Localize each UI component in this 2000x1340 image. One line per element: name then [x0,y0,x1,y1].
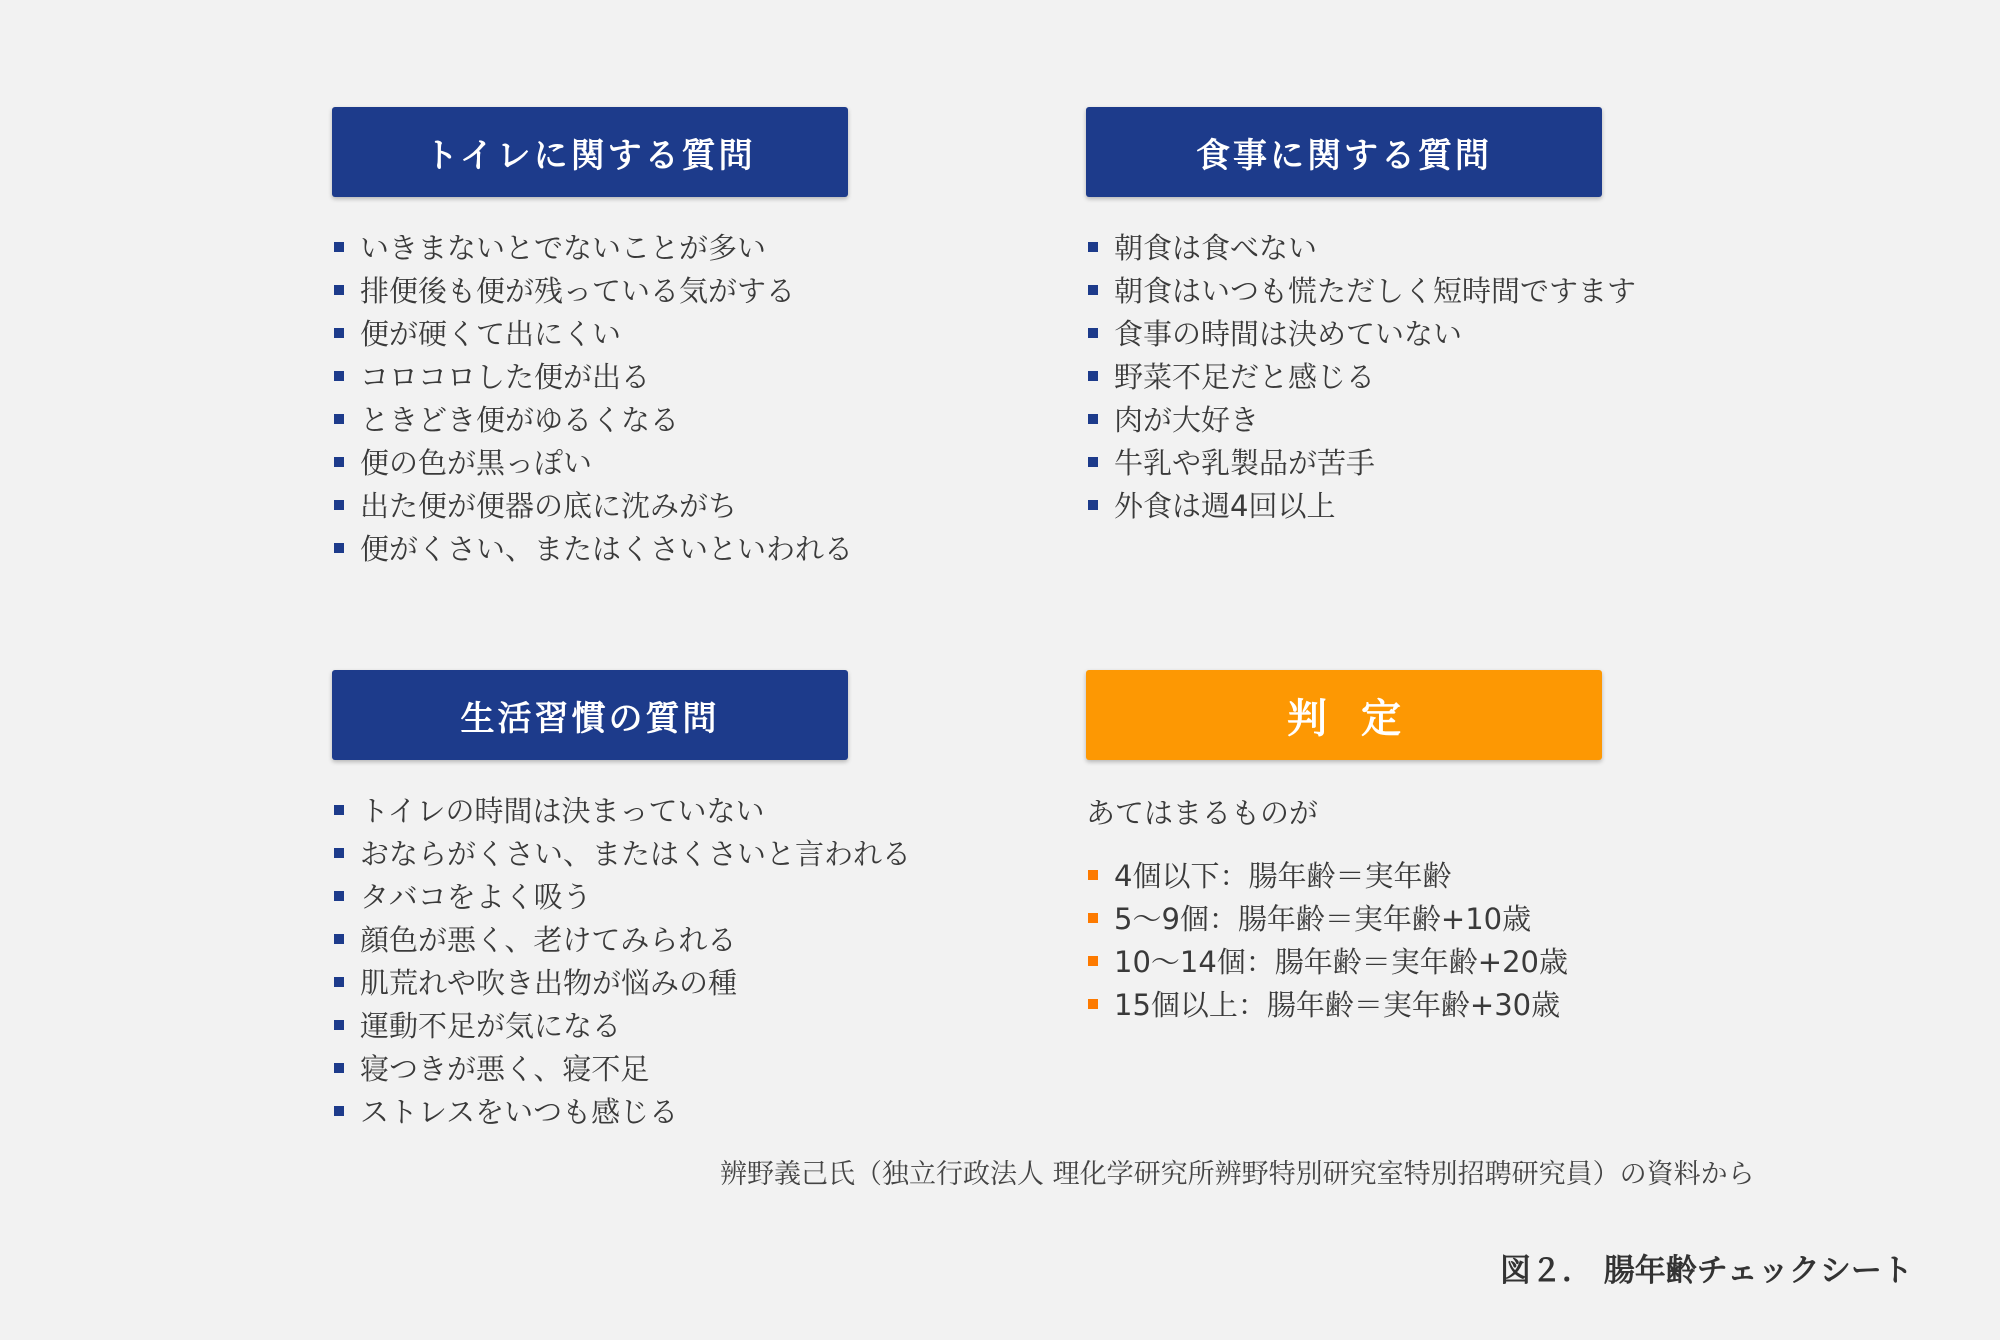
list-item [332,268,853,311]
lifestyle-questions-list [332,788,911,1132]
result-item [1086,896,1602,939]
item-text: 便が硬くて出にくい [360,317,622,351]
list-item [332,788,911,831]
result-item [1086,939,1602,982]
result-text: 4個以下：腸年齢＝実年齢 [1114,859,1452,893]
list-item [332,960,911,1003]
square-bullet-icon [334,848,344,858]
diet-questions-header: 食事に関する質問 [1086,107,1602,197]
list-item [332,874,911,917]
square-bullet-icon [334,891,344,901]
item-text: ストレスをいつも感じる [360,1095,679,1129]
result-item [1086,853,1602,896]
square-bullet-icon [334,285,344,295]
item-text: いきまないとでないことが多い [360,231,767,265]
square-bullet-icon [334,977,344,987]
square-bullet-icon [334,242,344,252]
square-bullet-icon [1088,913,1098,923]
square-bullet-icon [1088,956,1098,966]
list-item [332,831,911,874]
source-note: 辨野義己氏（独立行政法人 理化学研究所辨野特別研究室特別招聘研究員）の資料から [720,1159,1755,1190]
item-text: 肉が大好き [1114,403,1260,437]
square-bullet-icon [1088,457,1098,467]
judgment-intro: あてはまるものが [1086,796,1319,830]
list-item [1086,397,1636,440]
square-bullet-icon [334,1106,344,1116]
list-item [332,397,853,440]
square-bullet-icon [334,543,344,553]
lifestyle-questions-panel [332,670,911,1132]
list-item [1086,225,1636,268]
item-text: コロコロした便が出る [360,360,651,394]
list-item [332,311,853,354]
toilet-questions-header: トイレに関する質問 [332,107,848,197]
list-item [332,1089,911,1132]
item-text: 牛乳や乳製品が苦手 [1114,446,1376,480]
square-bullet-icon [1088,285,1098,295]
item-text: ときどき便がゆるくなる [360,403,680,437]
item-text: 朝食はいつも慌ただしく短時間ですます [1114,274,1637,308]
list-item [332,526,853,569]
item-text: 外食は週4回以上 [1114,489,1336,523]
item-text: 野菜不足だと感じる [1114,360,1376,394]
item-text: 排便後も便が残っている気がする [360,274,796,308]
list-item [332,225,853,268]
judgment-panel [1086,670,1602,1025]
item-text: 出た便が便器の底に沈みがち [360,489,738,523]
item-text: 食事の時間は決めていない [1114,317,1463,351]
item-text: タバコをよく吸う [360,880,592,914]
list-item [1086,440,1636,483]
result-text: 15個以上：腸年齢＝実年齢+30歳 [1114,988,1561,1022]
square-bullet-icon [334,328,344,338]
square-bullet-icon [334,414,344,424]
judgment-header: 判定 [1086,670,1602,760]
diet-questions-list [1086,225,1636,526]
list-item [1086,268,1636,311]
item-text: 寝つきが悪く、寝不足 [360,1052,650,1086]
square-bullet-icon [334,500,344,510]
square-bullet-icon [334,1063,344,1073]
item-text: おならがくさい、またはくさいと言われる [360,837,912,871]
item-text: 便がくさい、またはくさいといわれる [360,532,854,566]
item-text: トイレの時間は決まっていない [360,794,765,828]
diet-questions-panel [1086,107,1636,526]
result-text: 5～9個：腸年齢＝実年齢+10歳 [1114,902,1532,936]
square-bullet-icon [1088,999,1098,1009]
list-item [332,1003,911,1046]
list-item [332,917,911,960]
square-bullet-icon [334,805,344,815]
lifestyle-questions-header: 生活習慣の質問 [332,670,848,760]
square-bullet-icon [1088,870,1098,880]
square-bullet-icon [334,457,344,467]
square-bullet-icon [1088,500,1098,510]
item-text: 肌荒れや吹き出物が悩みの種 [360,966,738,1000]
list-item [1086,354,1636,397]
toilet-questions-list [332,225,853,569]
square-bullet-icon [334,1020,344,1030]
list-item [1086,483,1636,526]
result-text: 10～14個：腸年齢＝実年齢+20歳 [1114,945,1569,979]
item-text: 便の色が黒っぽい [360,446,593,480]
list-item [332,483,853,526]
result-item [1086,982,1602,1025]
square-bullet-icon [1088,414,1098,424]
judgment-results-list [1086,853,1602,1025]
square-bullet-icon [334,371,344,381]
square-bullet-icon [334,934,344,944]
item-text: 朝食は食べない [1114,231,1318,265]
square-bullet-icon [1088,242,1098,252]
item-text: 顔色が悪く、老けてみられる [360,923,737,957]
list-item [332,440,853,483]
square-bullet-icon [1088,371,1098,381]
toilet-questions-panel [332,107,853,569]
square-bullet-icon [1088,328,1098,338]
figure-caption: 図２． 腸年齢チェックシート [1500,1253,1913,1289]
list-item [1086,311,1636,354]
item-text: 運動不足が気になる [360,1009,622,1043]
list-item [332,1046,911,1089]
list-item [332,354,853,397]
